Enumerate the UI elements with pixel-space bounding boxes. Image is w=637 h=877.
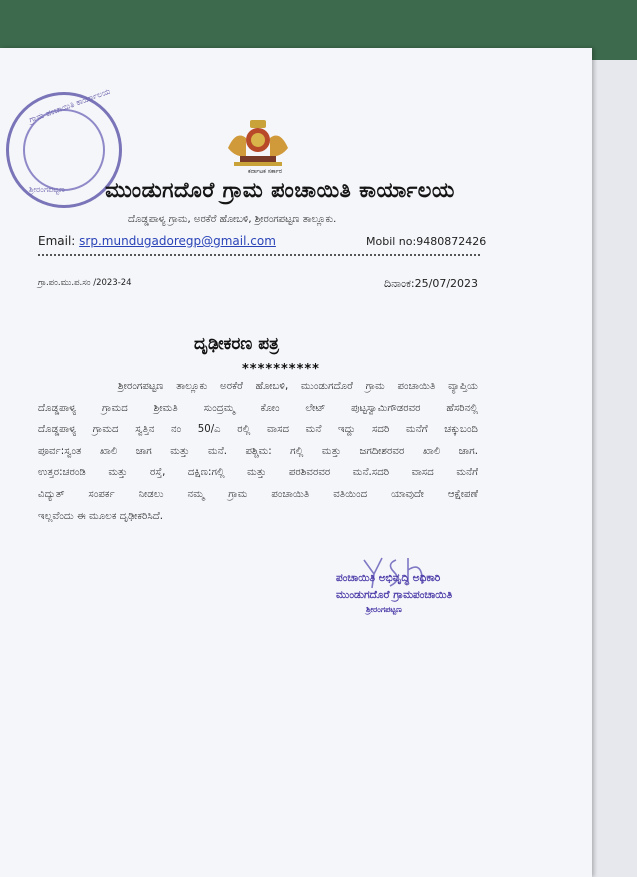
email-line [38,234,276,248]
certificate-body [38,376,478,527]
document-heading: ದೃಢೀಕರಣ ಪತ್ರ [194,334,279,354]
email-link[interactable]: srp.mundugadoregp@gmail.com [79,234,276,248]
signatory-stamp [336,572,496,615]
office-address: ದೊಡ್ಡಪಾಳ್ಯ ಗ್ರಾಮ, ಅರಕೆರೆ ಹೋಬಳಿ, ಶ್ರೀರಂಗಪಟ್ಟಣ ತಾಲ್ಲೂಕು. [128,214,337,225]
body-line: ದೊಡ್ಡಪಾಳ್ಯ ಗ್ರಾಮದ ಸ್ವತ್ತಿನ ನಂ 50/ಎ ರಲ್ಲಿ ವಾಸದ ಮನೆ ಇದ್ದು ಸದರಿ ಮನೆಗೆ ಚಕ್ಕುಬಂದಿ [38,424,478,436]
email-label: Email: [38,234,76,248]
signatory-designation: ಪಂಚಾಯಿತಿ ಅಭಿವೃದ್ಧಿ ಅಧಿಕಾರಿ [336,572,441,584]
body-line: ಉತ್ತರ:ಚರಂಡಿ ಮತ್ತು ರಸ್ತೆ, ದಕ್ಷಿಣ:ಗಲ್ಲಿ ಮತ್ತು ಪರಶಿವರವರ ಮನೆ.ಸದರಿ ವಾಸದ ಮನೆಗೆ [38,467,478,479]
karnataka-emblem-icon [222,118,294,168]
seal-text-bottom: ಶ್ರೀರಂಗಪಟ್ಟಣ [29,185,65,194]
body-line: ಪೂರ್ವ:ಸ್ವಂತ ಖಾಲಿ ಜಾಗ ಮತ್ತು ಮನೆ. ಪಶ್ಚಿಮ: ಗಲ್ಲಿ ಮತ್ತು ಜಗದೀಶರವರ ಖಾಲಿ ಜಾಗ. [38,445,478,457]
seal-text-top: ಗ್ರಾಮ ಪಂಚಾಯಿತಿ ಕಾರ್ಯಾಲಯ [27,86,112,125]
emblem-caption: ಕರ್ನಾಟಕ ಸರ್ಕಾರ [248,168,283,175]
signatory-office: ಮುಂಡುಗದೊರೆ ಗ್ರಾಮಪಂಚಾಯಿತಿ [336,589,453,601]
office-title: ಮುಂಡುಗದೊರೆ ಗ್ರಾಮ ಪಂಚಾಯಿತಿ ಕಾರ್ಯಾಲಯ [105,178,455,202]
signatory-taluk: ಶ್ರೀರಂಗಪಟ್ಟಣ [366,605,402,614]
body-line: ದೊಡ್ಡಪಾಳ್ಯ ಗ್ರಾಮದ ಶ್ರೀಮತಿ ಸುಂದ್ರಮ್ಮ ಕೋಂ ಲೇಟ್ ಪುಟ್ಟಸ್ವಾಮಿಗೌಡರವರ ಹೆಸರಿನಲ್ಲಿ [38,402,478,414]
reference-number: ಗ್ರಾ.ಪಂ.ಮು.ಪ.ಸಂ /2023-24 [38,278,132,288]
body-line: ಶ್ರೀರಂಗಪಟ್ಟಣ ತಾಲ್ಲೂಕು ಅರಕೆರೆ ಹೋಬಳಿ, ಮುಂಡುಗದೊರೆ ಗ್ರಾಮ ಪಂಚಾಯಿತಿ ವ್ಯಾಪ್ತಿಯ [118,381,478,392]
heading-stars: ********** [242,362,320,377]
letter-date: ದಿನಾಂಕ:25/07/2023 [384,277,479,290]
body-line: ಇಲ್ಲವೆಂದು ಈ ಮೂಲಕ ದೃಢೀಕರಿಸಿದೆ. [38,510,164,522]
body-line: ವಿದ್ಯುತ್ ಸಂಪರ್ಕ ನೀಡಲು ನಮ್ಮ ಗ್ರಾಮ ಪಂಚಾಯಿತಿ ವತಿಯಿಂದ ಯಾವುದೇ ಆಕ್ಷೇಪಣೆ [38,488,478,500]
mobile-number: Mobil no:9480872426 [366,235,487,248]
header-divider [38,254,480,262]
